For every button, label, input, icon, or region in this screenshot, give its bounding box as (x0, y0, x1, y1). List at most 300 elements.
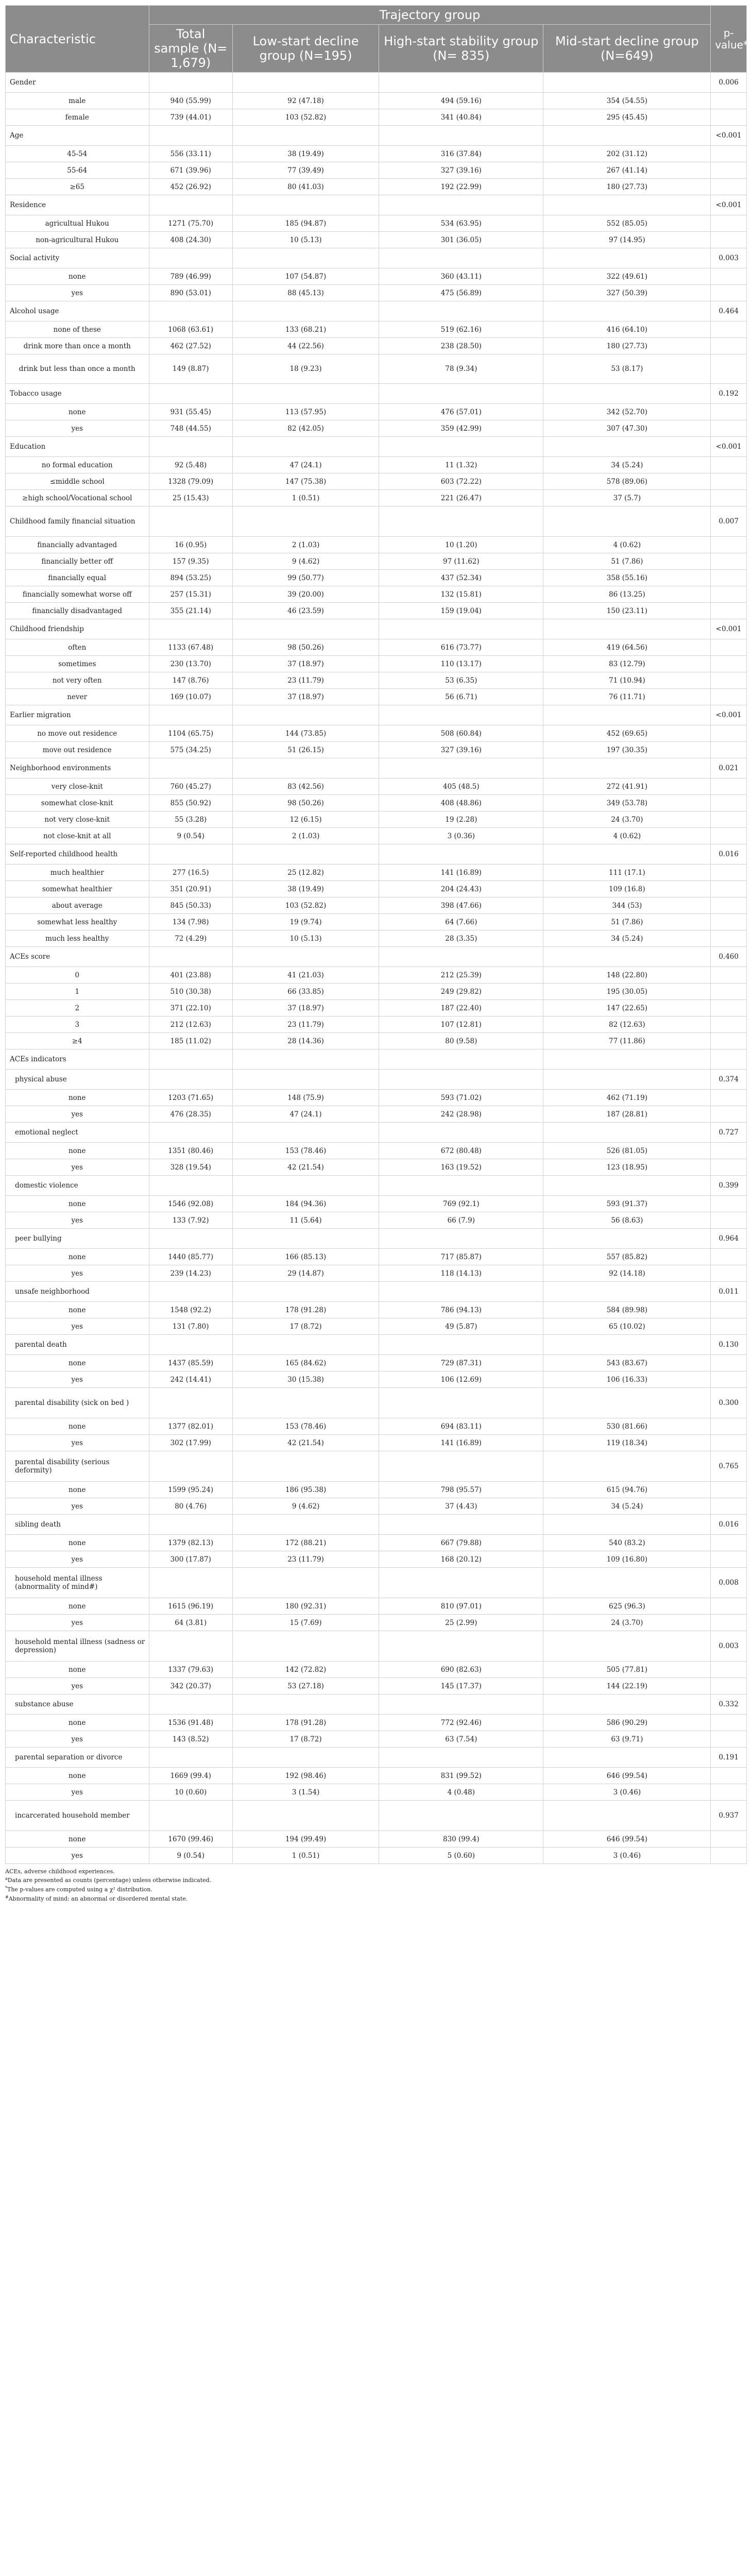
level-label: yes (6, 1551, 149, 1568)
category-row (6, 1049, 747, 1070)
p-value-cell: 0.937 (711, 1801, 747, 1831)
level-label: yes (6, 1731, 149, 1748)
high-start-cell (379, 73, 543, 93)
level-label: none (6, 268, 149, 285)
low-start-cell (232, 301, 379, 321)
footnote-data (5, 1876, 747, 1885)
low-start-cell: 194 (99.49) (232, 1831, 379, 1848)
low-start-cell (232, 1568, 379, 1598)
total-sample-cell (149, 1229, 232, 1249)
p-value-cell (711, 1831, 747, 1848)
mid-start-cell (543, 1049, 711, 1070)
high-start-cell: 690 (82.63) (379, 1662, 543, 1678)
total-sample-cell: 1104 (65.75) (149, 725, 232, 742)
p-value-cell (711, 1715, 747, 1731)
level-row (6, 1265, 747, 1282)
mid-start-cell: 586 (90.29) (543, 1715, 711, 1731)
header-p-value: p-value* (711, 6, 747, 73)
total-sample-cell: 1068 (63.61) (149, 321, 232, 338)
category-label: Earlier migration (6, 705, 149, 725)
level-label: yes (6, 1848, 149, 1864)
category-row (6, 301, 747, 321)
high-start-cell: 798 (95.57) (379, 1482, 543, 1498)
total-sample-cell (149, 248, 232, 268)
low-start-cell: 25 (12.82) (232, 865, 379, 881)
high-start-cell: 168 (20.12) (379, 1551, 543, 1568)
p-value-cell (711, 1435, 747, 1451)
mid-start-cell: 552 (85.05) (543, 215, 711, 232)
level-row (6, 146, 747, 162)
low-start-cell: 47 (24.1) (232, 457, 379, 473)
mid-start-cell: 625 (96.3) (543, 1598, 711, 1615)
category-label: ACEs indicators (6, 1049, 149, 1070)
category-row (6, 1388, 747, 1418)
low-start-cell: 99 (50.77) (232, 570, 379, 586)
p-value-cell (711, 795, 747, 811)
high-start-cell: 19 (2.28) (379, 811, 543, 828)
mid-start-cell (543, 844, 711, 865)
p-value-cell: 0.130 (711, 1335, 747, 1355)
total-sample-cell (149, 619, 232, 639)
mid-start-cell: 197 (30.35) (543, 742, 711, 758)
low-start-cell: 37 (18.97) (232, 1000, 379, 1016)
category-label: Tobacco usage (6, 384, 149, 404)
low-start-cell: 46 (23.59) (232, 603, 379, 619)
high-start-cell (379, 1388, 543, 1418)
category-row (6, 619, 747, 639)
total-sample-cell: 1670 (99.46) (149, 1831, 232, 1848)
p-value-cell (711, 570, 747, 586)
low-start-cell: 180 (92.31) (232, 1598, 379, 1615)
total-sample-cell: 55 (3.28) (149, 811, 232, 828)
mid-start-cell: 147 (22.65) (543, 1000, 711, 1016)
high-start-cell: 107 (12.81) (379, 1016, 543, 1033)
low-start-cell: 9 (4.62) (232, 553, 379, 570)
high-start-cell: 494 (59.16) (379, 93, 543, 109)
low-start-cell: 166 (85.13) (232, 1249, 379, 1265)
p-value-cell (711, 742, 747, 758)
total-sample-cell: 452 (26.92) (149, 179, 232, 195)
header-trajectory-group: Trajectory group (149, 6, 711, 25)
high-start-cell: 437 (52.34) (379, 570, 543, 586)
high-start-cell: 5 (0.60) (379, 1848, 543, 1864)
level-row (6, 93, 747, 109)
total-sample-cell: 575 (34.25) (149, 742, 232, 758)
p-value-cell (711, 897, 747, 914)
category-row (6, 1568, 747, 1598)
mid-start-cell: 180 (27.73) (543, 179, 711, 195)
category-label: Childhood family financial situation (6, 506, 149, 537)
category-label: Residence (6, 195, 149, 215)
high-start-cell: 132 (15.81) (379, 586, 543, 603)
level-label: yes (6, 285, 149, 301)
category-label: Education (6, 437, 149, 457)
p-value-cell (711, 338, 747, 354)
p-value-cell (711, 179, 747, 195)
total-sample-cell: 355 (21.14) (149, 603, 232, 619)
level-row (6, 457, 747, 473)
category-row (6, 126, 747, 146)
category-row (6, 248, 747, 268)
total-sample-cell: 10 (0.60) (149, 1784, 232, 1801)
high-start-cell (379, 248, 543, 268)
p-value-cell (711, 1731, 747, 1748)
p-value-cell (711, 1418, 747, 1435)
mid-start-cell: 24 (3.70) (543, 1615, 711, 1631)
total-sample-cell: 1271 (75.70) (149, 215, 232, 232)
total-sample-cell (149, 195, 232, 215)
p-value-cell: 0.399 (711, 1176, 747, 1196)
level-row (6, 828, 747, 844)
category-label: unsafe neighborhood (6, 1282, 149, 1302)
total-sample-cell: 212 (12.63) (149, 1016, 232, 1033)
low-start-cell: 29 (14.87) (232, 1265, 379, 1282)
total-sample-cell (149, 1451, 232, 1482)
low-start-cell: 38 (19.49) (232, 881, 379, 897)
total-sample-cell: 1546 (92.08) (149, 1196, 232, 1212)
p-value-cell (711, 1196, 747, 1212)
low-start-cell (232, 506, 379, 537)
p-value-cell (711, 1016, 747, 1033)
low-start-cell: 98 (50.26) (232, 639, 379, 656)
high-start-cell: 64 (7.66) (379, 914, 543, 930)
footnote-aces-text: ACEs, adverse childhood experiences. (5, 1868, 115, 1875)
level-row (6, 689, 747, 705)
level-row (6, 537, 747, 553)
low-start-cell: 1 (0.51) (232, 490, 379, 506)
level-label: 45-54 (6, 146, 149, 162)
mid-start-cell: 354 (54.55) (543, 93, 711, 109)
mid-start-cell: 106 (16.33) (543, 1371, 711, 1388)
total-sample-cell: 157 (9.35) (149, 553, 232, 570)
level-row (6, 1435, 747, 1451)
low-start-cell (232, 619, 379, 639)
low-start-cell: 39 (20.00) (232, 586, 379, 603)
high-start-cell (379, 1229, 543, 1249)
p-value-cell (711, 1371, 747, 1388)
p-value-cell (711, 321, 747, 338)
low-start-cell: 2 (1.03) (232, 537, 379, 553)
p-value-cell (711, 232, 747, 248)
category-row (6, 705, 747, 725)
category-row (6, 1070, 747, 1090)
high-start-cell: 475 (56.89) (379, 285, 543, 301)
p-value-cell (711, 1498, 747, 1515)
p-value-cell (711, 1049, 747, 1070)
p-value-cell (711, 1318, 747, 1335)
level-row (6, 420, 747, 437)
p-value-cell: 0.192 (711, 384, 747, 404)
level-row (6, 672, 747, 689)
low-start-cell: 80 (41.03) (232, 179, 379, 195)
mid-start-cell: 71 (10.94) (543, 672, 711, 689)
level-row (6, 1535, 747, 1551)
p-value-cell (711, 162, 747, 179)
low-start-cell: 184 (94.36) (232, 1196, 379, 1212)
low-start-cell (232, 1229, 379, 1249)
mid-start-cell: 267 (41.14) (543, 162, 711, 179)
mid-start-cell: 86 (13.25) (543, 586, 711, 603)
p-value-cell (711, 1848, 747, 1864)
low-start-cell: 153 (78.46) (232, 1418, 379, 1435)
total-sample-cell (149, 758, 232, 778)
low-start-cell: 9 (4.62) (232, 1498, 379, 1515)
level-label: female (6, 109, 149, 126)
low-start-cell: 178 (91.28) (232, 1302, 379, 1318)
level-label: none (6, 1302, 149, 1318)
p-value-cell (711, 109, 747, 126)
low-start-cell: 113 (57.95) (232, 404, 379, 420)
mid-start-cell (543, 619, 711, 639)
total-sample-cell: 931 (55.45) (149, 404, 232, 420)
mid-start-cell: 63 (9.71) (543, 1731, 711, 1748)
level-label: 3 (6, 1016, 149, 1033)
mid-start-cell: 419 (64.56) (543, 639, 711, 656)
total-sample-cell: 277 (16.5) (149, 865, 232, 881)
total-sample-cell: 748 (44.55) (149, 420, 232, 437)
p-value-cell: 0.460 (711, 947, 747, 967)
total-sample-cell: 1328 (79.09) (149, 473, 232, 490)
high-start-cell: 238 (28.50) (379, 338, 543, 354)
total-sample-cell (149, 1282, 232, 1302)
level-row (6, 967, 747, 984)
total-sample-cell: 894 (53.25) (149, 570, 232, 586)
high-start-cell: 145 (17.37) (379, 1678, 543, 1694)
level-row (6, 490, 747, 506)
level-label: none (6, 1598, 149, 1615)
high-start-cell (379, 705, 543, 725)
high-start-cell: 159 (19.04) (379, 603, 543, 619)
level-row (6, 984, 747, 1000)
mid-start-cell (543, 1388, 711, 1418)
category-label: substance abuse (6, 1694, 149, 1715)
level-label: yes (6, 420, 149, 437)
total-sample-cell: 230 (13.70) (149, 656, 232, 672)
level-row (6, 778, 747, 795)
mid-start-cell: 272 (41.91) (543, 778, 711, 795)
high-start-cell: 534 (63.95) (379, 215, 543, 232)
high-start-cell: 408 (48.86) (379, 795, 543, 811)
low-start-cell: 42 (21.54) (232, 1159, 379, 1176)
low-start-cell (232, 844, 379, 865)
total-sample-cell: 64 (3.81) (149, 1615, 232, 1631)
total-sample-cell: 300 (17.87) (149, 1551, 232, 1568)
level-label: ≥high school/Vocational school (6, 490, 149, 506)
high-start-cell: 4 (0.48) (379, 1784, 543, 1801)
low-start-cell: 103 (52.82) (232, 109, 379, 126)
high-start-cell (379, 1515, 543, 1535)
level-label: ≥4 (6, 1033, 149, 1049)
p-value-cell (711, 811, 747, 828)
high-start-cell: 3 (0.36) (379, 828, 543, 844)
mid-start-cell: 3 (0.46) (543, 1848, 711, 1864)
low-start-cell (232, 126, 379, 146)
total-sample-cell (149, 301, 232, 321)
low-start-cell: 147 (75.38) (232, 473, 379, 490)
total-sample-cell: 239 (14.23) (149, 1265, 232, 1282)
level-row (6, 742, 747, 758)
level-row (6, 321, 747, 338)
mid-start-cell: 295 (45.45) (543, 109, 711, 126)
level-label: none (6, 1662, 149, 1678)
mid-start-cell: 34 (5.24) (543, 930, 711, 947)
level-label: yes (6, 1784, 149, 1801)
total-sample-cell (149, 705, 232, 725)
p-value-cell (711, 930, 747, 947)
high-start-cell: 772 (92.46) (379, 1715, 543, 1731)
mid-start-cell: 144 (22.19) (543, 1678, 711, 1694)
mid-start-cell: 540 (83.2) (543, 1535, 711, 1551)
mid-start-cell: 111 (17.1) (543, 865, 711, 881)
mid-start-cell: 202 (31.12) (543, 146, 711, 162)
high-start-cell: 141 (16.89) (379, 1435, 543, 1451)
p-value-cell (711, 1598, 747, 1615)
level-label: none (6, 1418, 149, 1435)
p-value-cell: <0.001 (711, 705, 747, 725)
total-sample-cell: 1536 (91.48) (149, 1715, 232, 1731)
total-sample-cell (149, 1070, 232, 1090)
p-value-cell: <0.001 (711, 437, 747, 457)
high-start-cell: 118 (14.13) (379, 1265, 543, 1282)
low-start-cell: 3 (1.54) (232, 1784, 379, 1801)
level-label: 0 (6, 967, 149, 984)
mid-start-cell (543, 1282, 711, 1302)
level-label: ≤middle school (6, 473, 149, 490)
category-label: ACEs score (6, 947, 149, 967)
level-label: none (6, 1535, 149, 1551)
high-start-cell: 810 (97.01) (379, 1598, 543, 1615)
level-label: none (6, 1143, 149, 1159)
low-start-cell: 51 (26.15) (232, 742, 379, 758)
high-start-cell (379, 1451, 543, 1482)
level-row (6, 1159, 747, 1176)
high-start-cell: 360 (43.11) (379, 268, 543, 285)
mid-start-cell (543, 1515, 711, 1535)
p-value-cell (711, 1678, 747, 1694)
category-label: domestic violence (6, 1176, 149, 1196)
low-start-cell: 47 (24.1) (232, 1106, 379, 1123)
high-start-cell: 97 (11.62) (379, 553, 543, 570)
mid-start-cell (543, 1123, 711, 1143)
low-start-cell (232, 73, 379, 93)
total-sample-cell (149, 73, 232, 93)
level-row (6, 603, 747, 619)
level-label: yes (6, 1435, 149, 1451)
level-label: 55-64 (6, 162, 149, 179)
mid-start-cell: 327 (50.39) (543, 285, 711, 301)
total-sample-cell: 1437 (85.59) (149, 1355, 232, 1371)
level-row (6, 1249, 747, 1265)
p-value-cell: 0.003 (711, 248, 747, 268)
level-label: none (6, 1196, 149, 1212)
mid-start-cell: 187 (28.81) (543, 1106, 711, 1123)
p-value-cell: 0.006 (711, 73, 747, 93)
low-start-cell: 103 (52.82) (232, 897, 379, 914)
mid-start-cell: 3 (0.46) (543, 1784, 711, 1801)
p-value-cell (711, 725, 747, 742)
category-row (6, 1631, 747, 1662)
category-label: parental disability (serious deformity) (6, 1451, 149, 1482)
mid-start-cell: 342 (52.70) (543, 404, 711, 420)
level-label: yes (6, 1371, 149, 1388)
high-start-cell (379, 1748, 543, 1768)
level-row (6, 811, 747, 828)
high-start-cell (379, 195, 543, 215)
p-value-cell: 0.464 (711, 301, 747, 321)
level-label: none (6, 1355, 149, 1371)
footnote-data-marker: a (5, 1876, 8, 1881)
low-start-cell: 66 (33.85) (232, 984, 379, 1000)
level-label: non-agricultural Hukou (6, 232, 149, 248)
level-label: much less healthy (6, 930, 149, 947)
footnote-aces (5, 1867, 747, 1876)
p-value-cell: 0.191 (711, 1748, 747, 1768)
total-sample-cell (149, 1335, 232, 1355)
p-value-cell (711, 404, 747, 420)
p-value-cell (711, 1143, 747, 1159)
mid-start-cell (543, 1176, 711, 1196)
total-sample-cell (149, 1801, 232, 1831)
level-label: none (6, 1768, 149, 1784)
table-header (6, 6, 747, 73)
level-row (6, 473, 747, 490)
p-value-cell (711, 778, 747, 795)
mid-start-cell: 543 (83.67) (543, 1355, 711, 1371)
level-label: never (6, 689, 149, 705)
low-start-cell: 185 (94.87) (232, 215, 379, 232)
level-label: none of these (6, 321, 149, 338)
footnote-pvalue (5, 1885, 747, 1894)
high-start-cell: 37 (4.43) (379, 1498, 543, 1515)
mid-start-cell: 4 (0.62) (543, 828, 711, 844)
level-label: yes (6, 1498, 149, 1515)
mid-start-cell: 416 (64.10) (543, 321, 711, 338)
p-value-cell (711, 656, 747, 672)
mid-start-cell: 119 (18.34) (543, 1435, 711, 1451)
level-row (6, 1498, 747, 1515)
total-sample-cell: 1337 (79.63) (149, 1662, 232, 1678)
p-value-cell (711, 457, 747, 473)
high-start-cell (379, 947, 543, 967)
mid-start-cell: 195 (30.05) (543, 984, 711, 1000)
p-value-cell (711, 1355, 747, 1371)
low-start-cell: 23 (11.79) (232, 1016, 379, 1033)
level-row (6, 1106, 747, 1123)
footnote-data-text: Data are presented as counts (percentage) unless otherwise indicated. (7, 1877, 212, 1884)
total-sample-cell: 855 (50.92) (149, 795, 232, 811)
high-start-cell: 603 (72.22) (379, 473, 543, 490)
category-label: physical abuse (6, 1070, 149, 1090)
p-value-cell (711, 553, 747, 570)
total-sample-cell: 1377 (82.01) (149, 1418, 232, 1435)
total-sample-cell: 72 (4.29) (149, 930, 232, 947)
mid-start-cell (543, 1631, 711, 1662)
mid-start-cell: 593 (91.37) (543, 1196, 711, 1212)
low-start-cell: 37 (18.97) (232, 689, 379, 705)
mid-start-cell: 83 (12.79) (543, 656, 711, 672)
p-value-cell (711, 1265, 747, 1282)
low-start-cell: 30 (15.38) (232, 1371, 379, 1388)
low-start-cell: 23 (11.79) (232, 1551, 379, 1568)
mid-start-cell: 307 (47.30) (543, 420, 711, 437)
mid-start-cell: 462 (71.19) (543, 1090, 711, 1106)
low-start-cell (232, 947, 379, 967)
mid-start-cell: 24 (3.70) (543, 811, 711, 828)
category-row (6, 73, 747, 93)
mid-start-cell (543, 73, 711, 93)
p-value-cell (711, 639, 747, 656)
level-label: yes (6, 1106, 149, 1123)
